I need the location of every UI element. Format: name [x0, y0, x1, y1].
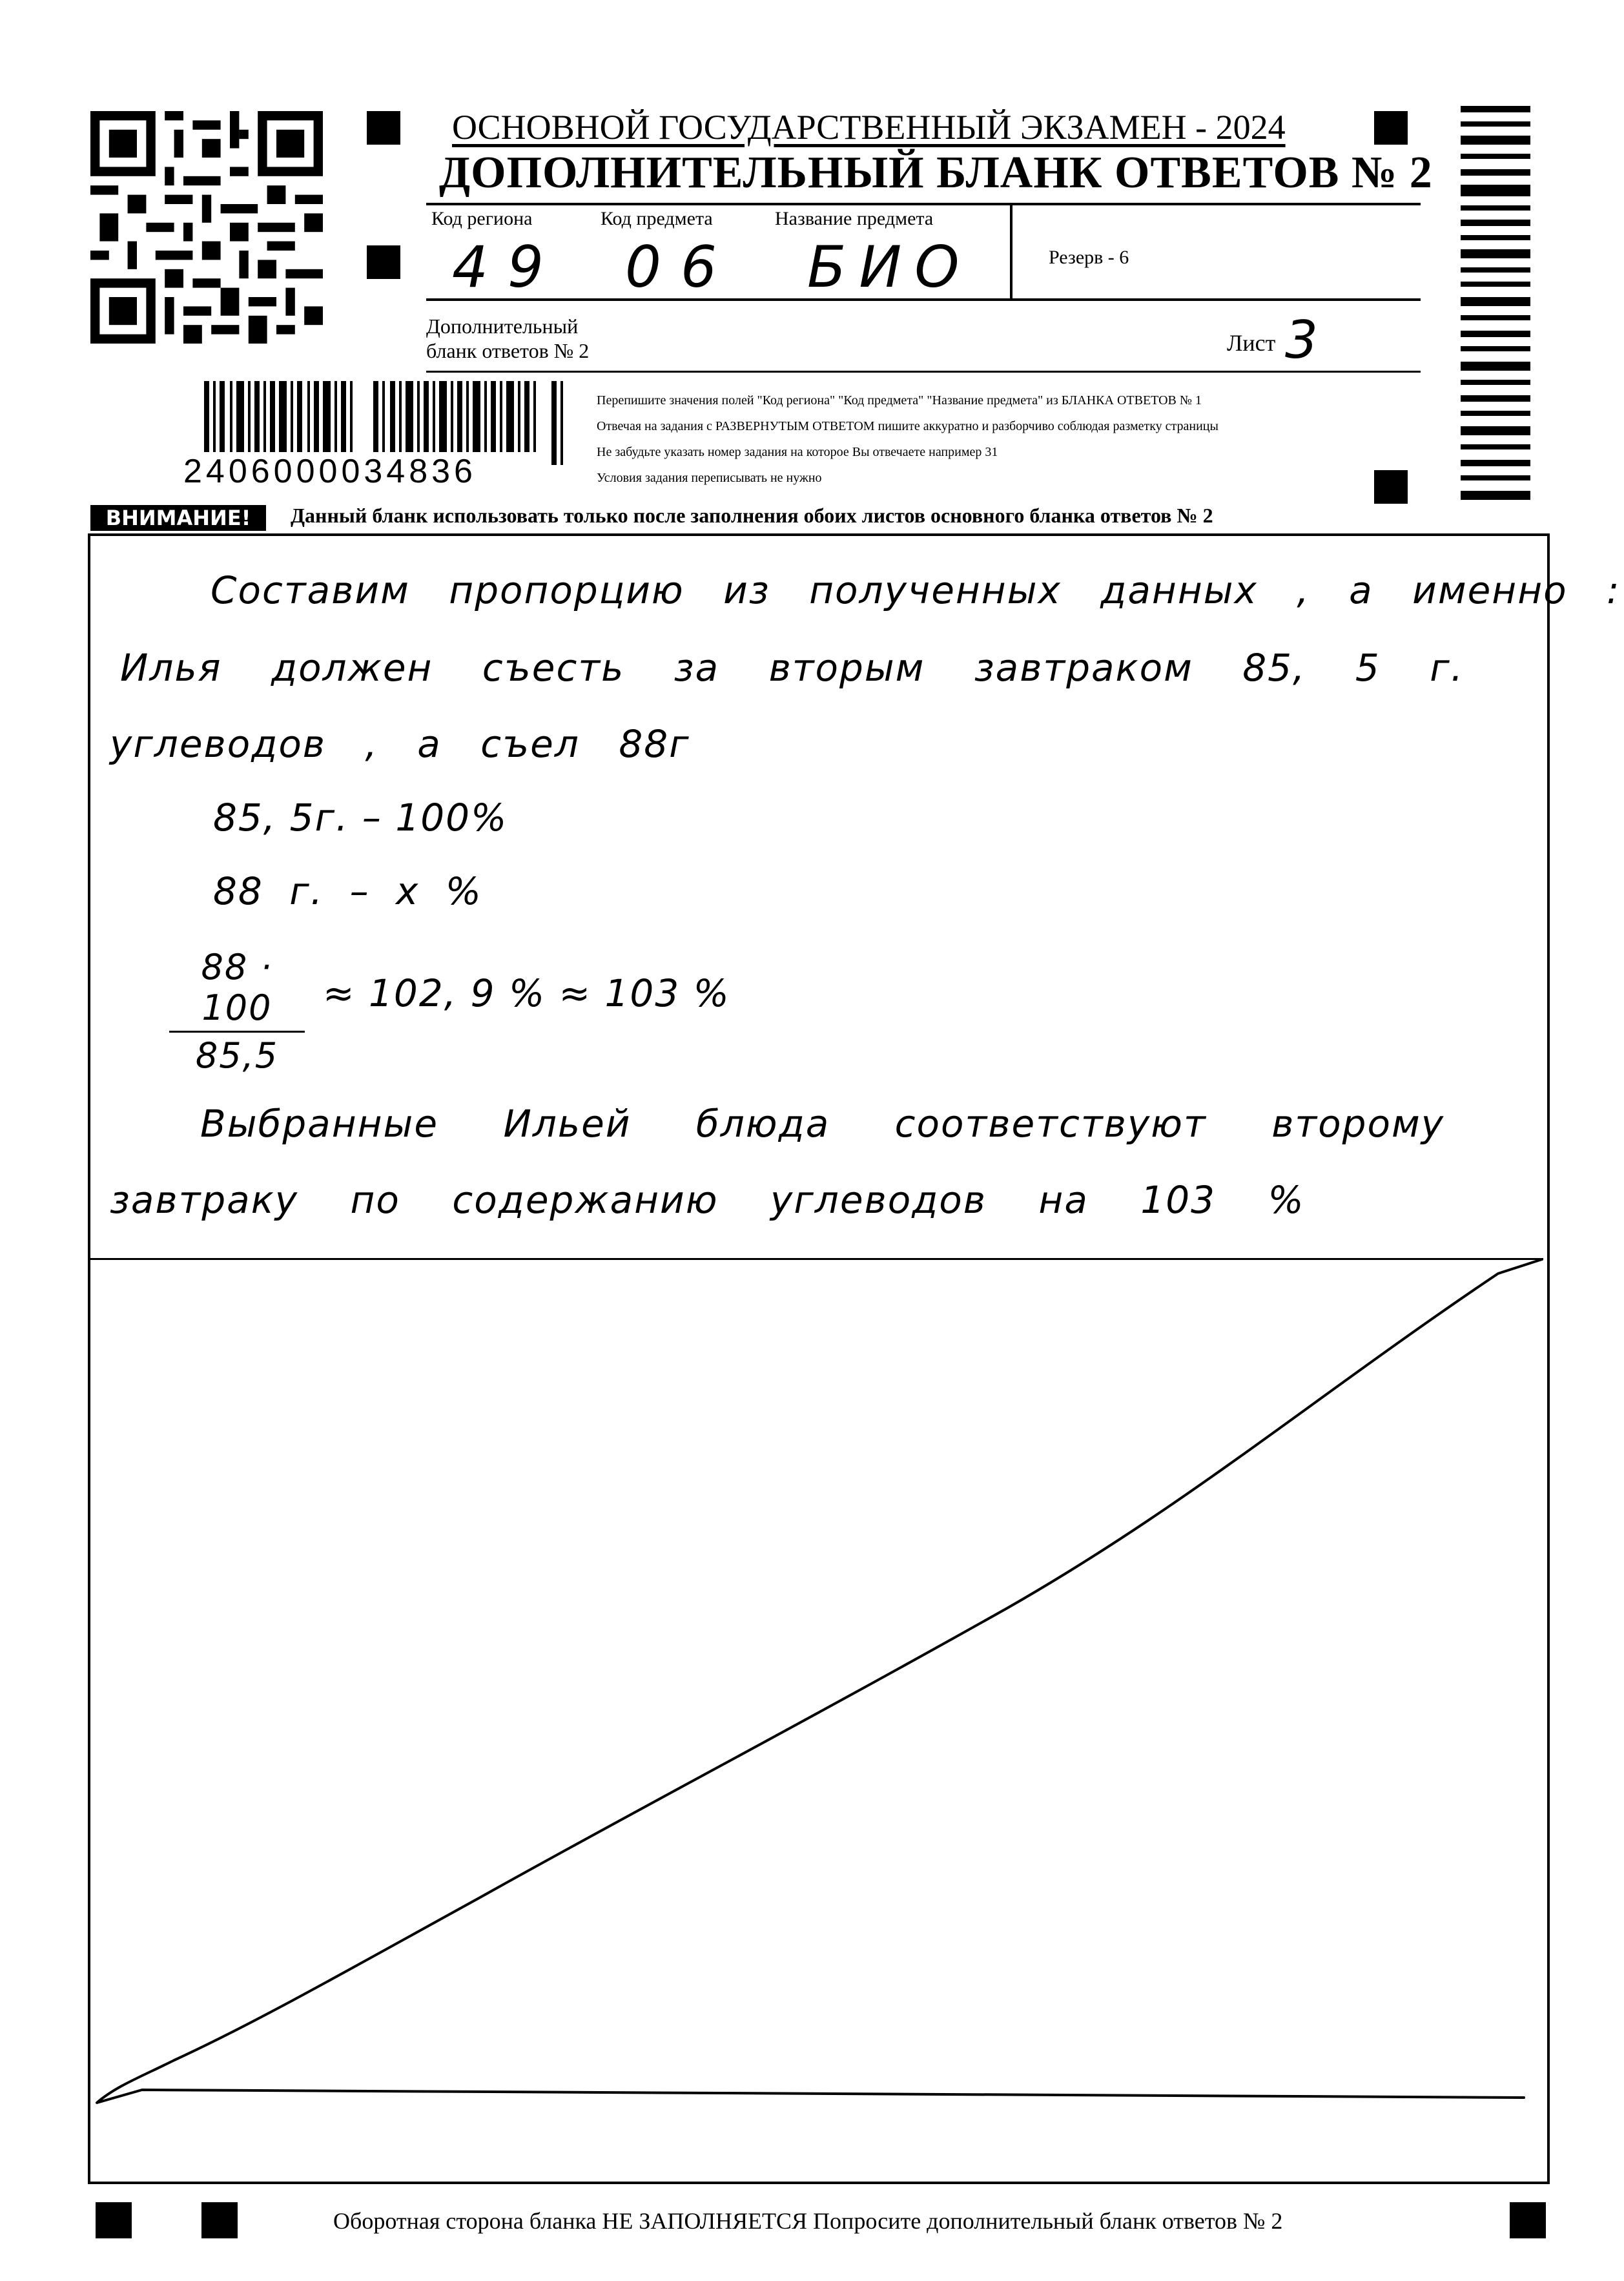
registration-mark — [367, 245, 400, 279]
instruction-line: Перепишите значения полей "Код региона" "Код предмета" "Название предмета" из БЛАНКА ОТВЕТОВ № 1 — [597, 393, 1202, 408]
form-type-label — [426, 314, 589, 363]
form-title: ДОПОЛНИТЕЛЬНЫЙ БЛАНК ОТВЕТОВ № 2 — [439, 148, 1433, 198]
barcode-number: 2406000034836 — [181, 452, 479, 491]
subject-name-label: Название предмета — [775, 208, 934, 229]
sheet-label: Лист — [1227, 330, 1276, 356]
registration-mark — [201, 2202, 238, 2238]
header-divider — [1010, 203, 1012, 300]
registration-mark — [96, 2202, 132, 2238]
fraction — [169, 947, 305, 1076]
answer-line: Илья должен съесть за вторым завтраком 85, 5 г. — [120, 646, 1465, 690]
exam-title: ОСНОВНОЙ ГОСУДАРСТВЕННЫЙ ЭКЗАМЕН - 2024 — [452, 108, 1286, 147]
answer-line: 85, 5г. – 100% — [213, 796, 508, 840]
instruction-line: Условия задания переписывать не нужно — [597, 471, 822, 485]
answer-line: 88 г. – х % — [213, 869, 482, 913]
answer-line: Выбранные Ильей блюда соответствуют второму — [200, 1102, 1445, 1146]
instruction-line: Не забудьте указать номер задания на которое Вы отвечаете например 31 — [597, 445, 998, 459]
registration-mark — [367, 111, 400, 145]
registration-mark — [1374, 111, 1408, 145]
registration-mark — [1510, 2202, 1546, 2238]
form-type-line: Дополнительный — [426, 315, 579, 338]
fraction-numerator: 88 · 100 — [169, 947, 305, 1033]
header-rule — [426, 203, 1421, 205]
answer-line: Составим пропорцию из полученных данных , а именно : — [211, 568, 1621, 612]
answer-line: ≈ 102, 9 % ≈ 103 % — [323, 971, 730, 1015]
z-line — [90, 1246, 1547, 2112]
fraction-denominator: 85,5 — [195, 1035, 279, 1076]
attention-text: Данный бланк использовать только после заполнения обоих листов основного бланка ответов № 2 — [291, 504, 1213, 527]
side-stripe-code — [1461, 106, 1530, 506]
subject-name-value: БИО — [807, 234, 972, 300]
subject-code-label: Код предмета — [601, 208, 713, 229]
footer-note: Оборотная сторона бланка НЕ ЗАПОЛНЯЕТСЯ Попросите дополнительный бланк ответов № 2 — [333, 2208, 1283, 2234]
sheet-number: 3 — [1285, 310, 1319, 370]
subject-code-value: 06 — [625, 234, 736, 300]
reserve-label: Резерв - 6 — [1049, 247, 1129, 268]
answer-line: завтраку по содержанию углеводов на 103 % — [110, 1178, 1305, 1222]
instructions — [597, 387, 1218, 491]
registration-mark — [1374, 470, 1408, 504]
form-type-line: бланк ответов № 2 — [426, 339, 590, 362]
answer-line: углеводов , а съел 88г — [110, 722, 690, 766]
region-code-value: 49 — [452, 234, 563, 300]
instruction-line: Отвечая на задания с РАЗВЕРНУТЫМ ОТВЕТОМ пишите аккуратно и разборчиво соблюдая разметку страницы — [597, 419, 1218, 433]
region-code-label: Код региона — [431, 208, 533, 229]
qr-code — [90, 111, 323, 344]
attention-badge: ВНИМАНИЕ! — [90, 505, 266, 531]
header-rule — [426, 371, 1421, 373]
